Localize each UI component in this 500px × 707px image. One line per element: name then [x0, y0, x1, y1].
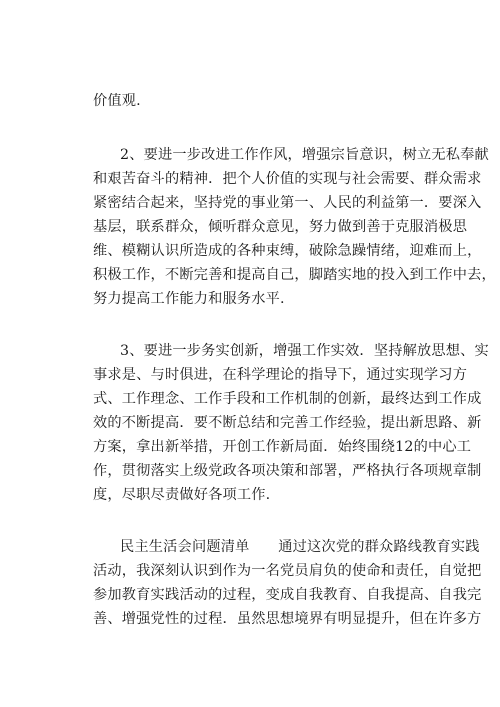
- paragraph-line: 和艰苦奋斗的精神．把个人价值的实现与社会需要、群众需求: [93, 171, 482, 187]
- paragraph-line: 方案，拿出新举措，开创工作新局面．始终围绕12的中心工: [93, 439, 472, 455]
- paragraph-line: 善、增强党性的过程．虽然思想境界有明显提升，但在许多方: [93, 611, 482, 627]
- paragraph-line: 3、要进一步务实创新，增强工作实效．坚持解放思想、实: [120, 343, 489, 359]
- paragraph-line: 效的不断提高．要不断总结和完善工作经验，提出新思路、新: [93, 415, 482, 431]
- document-body: [93, 0, 496, 707]
- paragraph-line: 式、工作理念、工作手段和工作机制的创新，最终达到工作成: [93, 391, 482, 407]
- paragraph-line: 事求是、与时俱进，在科学理论的指导下，通过实现学习方: [93, 367, 468, 383]
- paragraph-line: 民主生活会问题清单 通过这次党的群众路线教育实践: [120, 539, 480, 555]
- paragraph-line: 维、模糊认识所造成的各种束缚，破除急躁情绪，迎难而上，: [93, 243, 482, 259]
- paragraph-line: 参加教育实践活动的过程，变成自我教育、自我提高、自我完: [93, 587, 482, 603]
- paragraph-line: 作，贯彻落实上级党政各项决策和部署，严格执行各项规章制: [93, 463, 482, 479]
- paragraph-line: 积极工作，不断完善和提高自己，脚踏实地的投入到工作中去，: [93, 267, 496, 283]
- paragraph-line: 活动，我深刻认识到作为一名党员肩负的使命和责任，自觉把: [93, 563, 482, 579]
- paragraph-line: 度，尽职尽责做好各项工作.: [93, 487, 271, 503]
- paragraph-line: 基层，联系群众，倾听群众意见，努力做到善于克服消极思: [93, 219, 468, 235]
- intro-line: 价值观.: [93, 93, 141, 109]
- paragraph-line: 努力提高工作能力和服务水平.: [93, 291, 285, 307]
- paragraph-line: 紧密结合起来，坚持党的事业第一、人民的利益第一．要深入: [93, 195, 482, 211]
- paragraph-line: 2、要进一步改进工作作风，增强宗旨意识，树立无私奉献: [120, 147, 489, 163]
